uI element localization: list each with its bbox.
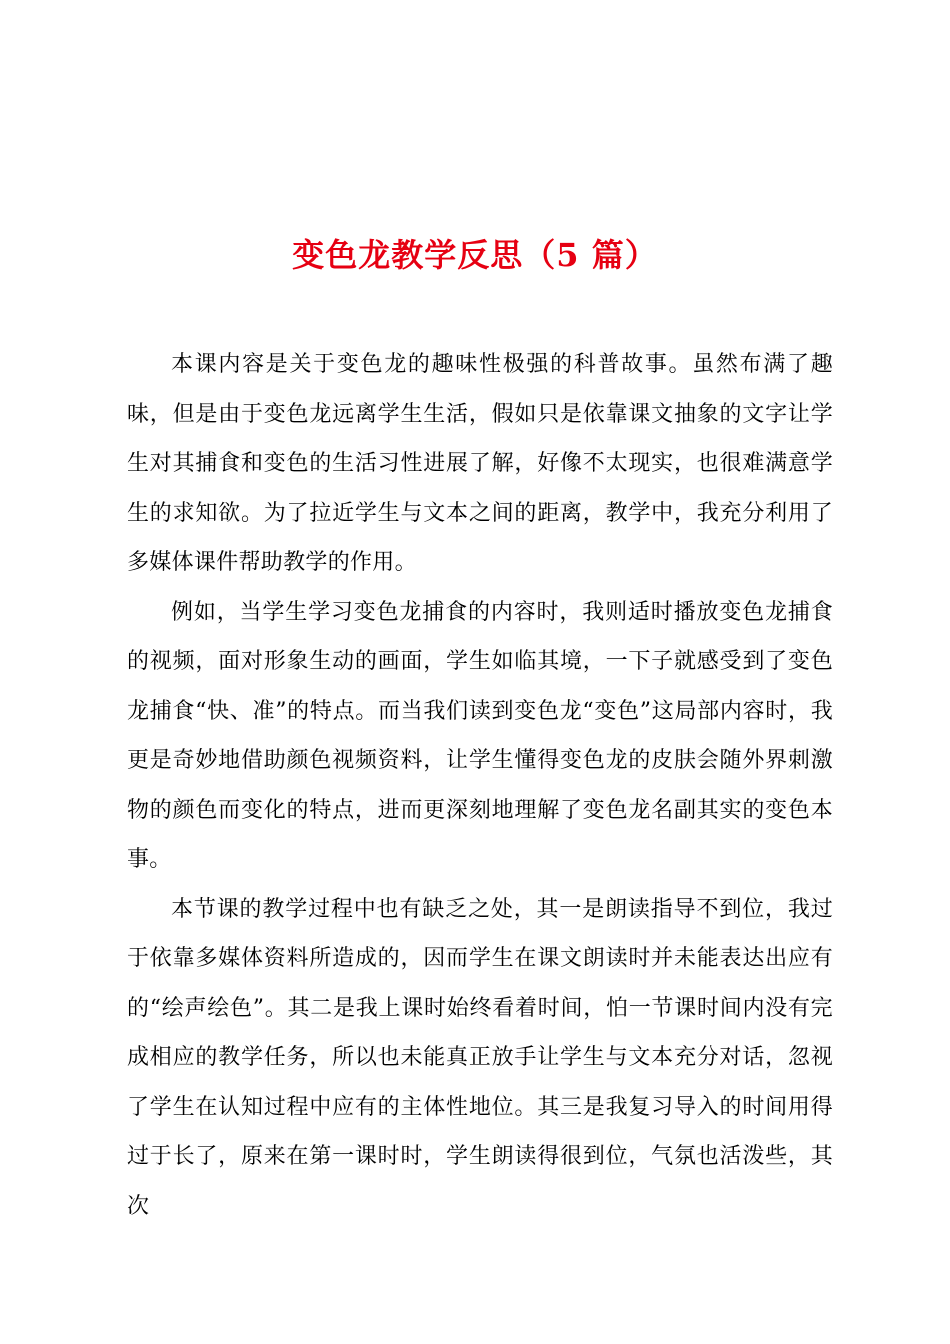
paragraph-3: 本节课的教学过程中也有缺乏之处，其一是朗读指导不到位，我过于依靠多媒体资料所造成的，因而学生在课文朗读时并未能表达出应有的“绘声绘色”。其二是我上课时始终看着时间，怕一节课时间内没有完成相应的教学任务，所以也未能真正放手让学生与文本充分对话，忽视了学生在认知过程中应有的主体性地位。其三是我复习导入的时间用得过于长了，原来在第一课时时，学生朗读得很到位，气氛也活泼些，其次 xyxy=(127,896,833,1219)
paragraph-2: 例如，当学生学习变色龙捕食的内容时，我则适时播放变色龙捕食的视频，面对形象生动的画面，学生如临其境，一下子就感受到了变色龙捕食“快、准”的特点。而当我们读到变色龙“变色”这局部内容时，我更是奇妙地借助颜色视频资料，让学生懂得变色龙的皮肤会随外界刺激物的颜色而变化的特点，进而更深刻地理解了变色龙名副其实的变色本事。 xyxy=(127,599,833,872)
document-title: 变色龙教学反思（5 篇） xyxy=(292,236,658,275)
document-body xyxy=(127,340,833,1231)
paragraph-1: 本课内容是关于变色龙的趣味性极强的科普故事。虽然布满了趣味，但是由于变色龙远离学生生活，假如只是依靠课文抽象的文字让学生对其捕食和变色的生活习性进展了解，好像不太现实，也很难满意学生的求知欲。为了拉近学生与文本之间的距离，教学中，我充分利用了多媒体课件帮助教学的作用。 xyxy=(127,352,833,575)
